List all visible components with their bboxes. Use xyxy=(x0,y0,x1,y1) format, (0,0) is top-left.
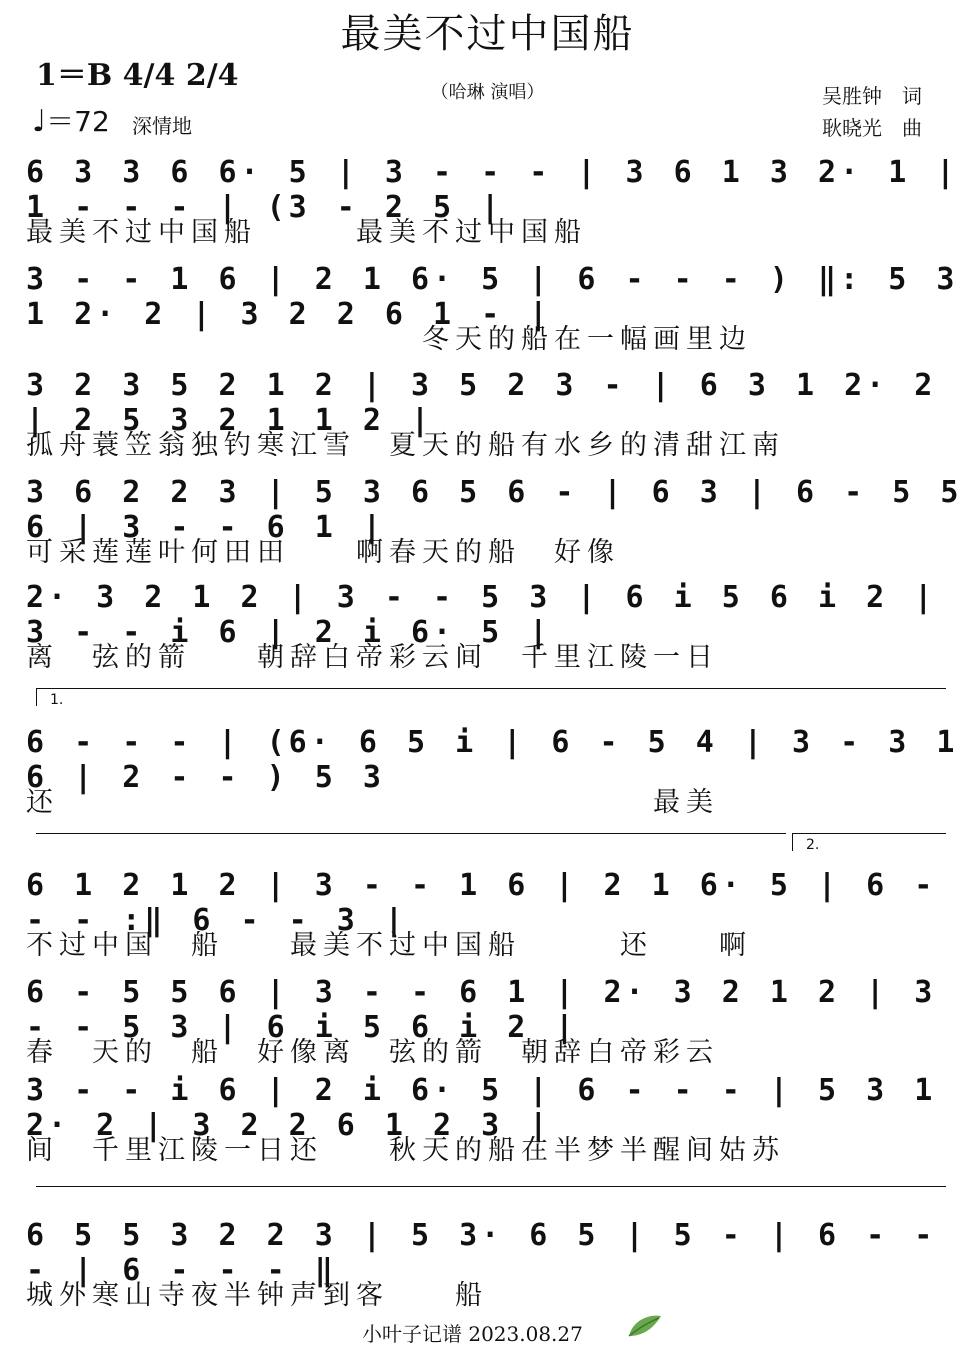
notation-line: 6 - 5 5 6 | 3 - - 6 1 | 2· 3 2 1 2 | 3 - - 5 3 | 6 i 5 6 i 2 | xyxy=(26,975,937,1045)
lyric-line: 还 最美 xyxy=(26,787,719,818)
lyric-line: 不过中国 船 最美不过中国船 还 啊 xyxy=(26,930,752,961)
lyric-line: 春 天的 船 好像离 弦的箭 朝辞白帝彩云 xyxy=(26,1037,719,1068)
lyric-line: 孤舟蓑笠翁独钓寒江雪 夏天的船有水乡的清甜江南 xyxy=(26,430,785,461)
notation-line: 6 1 2 1 2 | 3 - - 1 6 | 2 1 6· 5 | 6 - - - :‖ 6 - - 3 | xyxy=(26,868,937,938)
coda-bracket xyxy=(36,1186,946,1187)
second-ending-bracket xyxy=(792,833,946,834)
quarter-note-icon: ♩ xyxy=(32,104,47,139)
first-ending-bracket-edge xyxy=(36,688,37,706)
first-ending-bracket-end xyxy=(36,833,786,834)
notation-line: 3 6 2 2 3 | 5 3 6 5 6 - | 6 3 | 6 - 5 5 6 | 3 - - 6 1 | xyxy=(26,475,963,545)
first-ending-label: 1. xyxy=(50,692,64,708)
lyricist-credit: 吴胜钟 词 xyxy=(822,84,922,108)
notation-line: 3 2 3 5 2 1 2 | 3 5 2 3 - | 6 3 1 2· 2 | 2 5 3 2 1 1 2 | xyxy=(26,368,937,438)
singer-credit: （哈琳 演唱） xyxy=(430,82,545,103)
tempo-marking xyxy=(32,100,110,140)
second-ending-bracket-edge xyxy=(792,833,793,851)
composer-credit: 耿晓光 曲 xyxy=(822,116,922,140)
lyric-line: 离 弦的箭 朝辞白帝彩云间 千里江陵一日 xyxy=(26,642,719,673)
notation-line: 6 - - - | (6· 6 5 i | 6 - 5 4 | 3 - 3 1 6 | 2 - - ) 5 3 xyxy=(26,725,959,795)
tempo-value: ＝72 xyxy=(46,105,110,138)
first-ending-bracket xyxy=(36,688,946,689)
transcriber-credit: 小叶子记谱 2023.08.27 xyxy=(362,1322,583,1346)
second-ending-label: 2. xyxy=(806,837,820,853)
page-title: 最美不过中国船 xyxy=(340,11,635,57)
notation-line: 6 3 3 6 6· 5 | 3 - - - | 3 6 1 3 2· 1 | 1 - - - | (3 - 2 5 | xyxy=(26,155,959,225)
leaf-icon xyxy=(625,1312,665,1340)
lyric-line: 城外寒山寺夜半钟声到客 船 xyxy=(26,1280,488,1311)
lyric-line: 冬天的船在一幅画里边 xyxy=(26,324,752,355)
key-signature: 1＝B 4/4 2/4 xyxy=(36,58,239,93)
lyric-line: 间 千里江陵一日还 秋天的船在半梦半醒间姑苏 xyxy=(26,1135,785,1166)
notation-line: 6 5 5 3 2 2 3 | 5 3· 6 5 | 5 - | 6 - - - | 6 - - - ‖ xyxy=(26,1218,937,1288)
lyric-line: 可采莲莲叶何田田 啊春天的船 好像 xyxy=(26,537,620,568)
lyric-line: 最美不过中国船 最美不过中国船 xyxy=(26,217,587,248)
notation-line: 3 - - 1 6 | 2 1 6· 5 | 6 - - - ) ‖: 5 3 1 2· 2 | 3 2 2 6 1 - | xyxy=(26,262,959,332)
notation-line: 2· 3 2 1 2 | 3 - - 5 3 | 6 i 5 6 i 2 | 3 - - i 6 | 2 i 6· 5 | xyxy=(26,580,937,650)
expression-marking: 深情地 xyxy=(132,114,192,138)
notation-line: 3 - - i 6 | 2 i 6· 5 | 6 - - - | 5 3 1 2· 2 | 3 2 2 6 1 2 3 | xyxy=(26,1073,937,1143)
